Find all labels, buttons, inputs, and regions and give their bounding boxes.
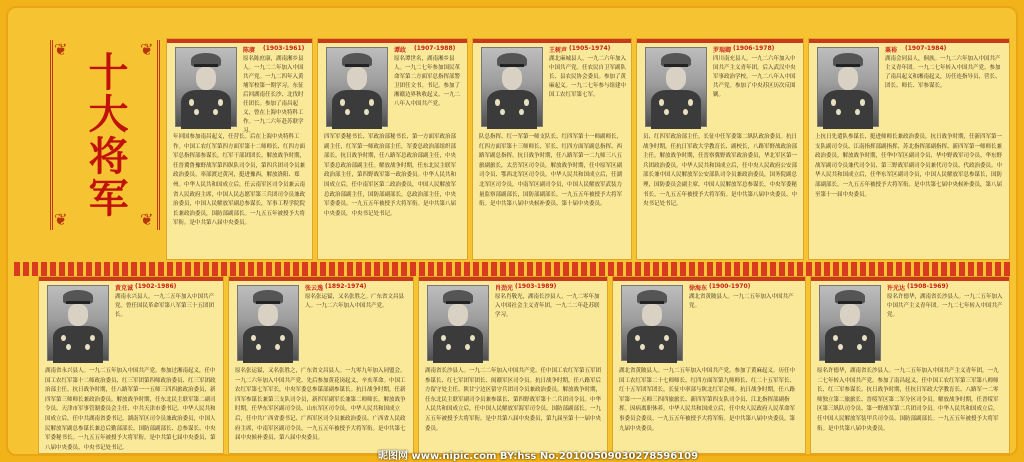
general-intro: 原名谭世名，湖南湘乡县人。一九二七年参加国民革命军第二方面军总指挥部警卫团任文书。书记。参加了湘赣边界秋收起义。一九二八年入中国共产党。 [394, 56, 461, 107]
scroll-ornament-icon: ❦ [54, 210, 68, 229]
general-biography: 原名许德华，湖南省长沙县人。一九二五年加入中国共产主义青年团，一九二七年转入中国共产党。参加了南昌起义。任中国工农红军第三军第八师师长、红三军参谋长。抗日战争时期，任抗日军政大学教育长、八路军一二零师独立第二旅旅长、晋绥军区第二军分区司令员。解放战争时期，任晋绥军区第三纵队司令员、第一野战军第二兵团司令员。中华人民共和国成立后，任中国人民解放军装甲兵司令员、国防部副部长。一九五五年被授予大将军衔。是中共第八届中央委员。 [817, 368, 999, 432]
general-biography: 员、红四军政治部主任。长征中任军委第二纵队政治委员。抗日战争时期，任抗日军政大学教育长、副校长，八路军野战政治部主任。解放战争时期，任晋察冀野战军政治委员，华北军区第一兵团政治委员。中华人民共和国成立后，任中央人民政府公安部部长兼中国人民解放军公安部队司令员兼政治委员，国务院副总理，国防委员会副主席，中国人民解放军总参谋长，中央军委秘书长。一九五五年被授予大将军衔。是中共第八届中央委员、中央书记处书记。 [643, 134, 798, 208]
general-biography: 队总指挥、红一军第一师支队长、红四军第十一师副师长，红四方面军第十三师师长、军长、红四方面军副总指挥、西路军副总指挥。抗日战争时期，任八路军第一二九师三八五旅副旅长，太岳军区司令员。解放战争时期，任中原军区副司令员、鄂西北军区司令员。中华人民共和国成立后，任湖北军区司令员，中南军区副司令员，中国人民解放军武装力量监察部副部长，国防部副部长。一九五五年被授予大将军衔。是中共第八届中央候补委员、第十届中央委员。 [479, 134, 623, 208]
general-biography: 四军军委秘书长、军政治部秘书长、第一方面军政治部副主任，红军第一师政治部主任，军委总政治部组织部部长。抗日战争时期，任八路军总政治部副主任，中央军委总政治部副主任。解放战争时期，任东北民主联军政治部主任，第四野战军第一政治委员。中华人民共和国成立后，任中南军区第二政治委员，中国人民解放军总政治部副主任，国防部副部长，总政治部主任，中央军委委员。一九五五年被授予大将军衔。是中共第八届中央委员，中央书记处书记。 [324, 134, 457, 217]
general-name: 罗瑞卿 [713, 47, 732, 54]
general-years: (1908-1969) [907, 283, 949, 290]
general-years: (1902-1986) [135, 283, 177, 290]
portrait-photo [326, 47, 388, 127]
general-card [636, 38, 804, 260]
general-intro: 湖北省黄陂县人。一九二五年加入中国共产党。 [689, 294, 794, 309]
watermark-text: 昵图网 www.nipic.com BY:hss No.20100509030278596109 [378, 451, 699, 462]
general-intro: 原名陈庶康，湖南湘乡县人。一九二二年加入中国共产党。一九二四年入黄埔军校第一期学习。东征后回湖南任长沙、北伐时任团长。参加了南昌起义，曾在上海中央特科工作。一九二六年赴苏联学习。 [243, 56, 304, 134]
general-biography: 原名张运镒，又名张胜之，广东省文昌县人。一九零九年加入同盟会。一九二六年加入中国共产党。先后参加黄花岗起义、辛亥革命。中国工农红军第七军军长，中央军委总参谋部副参谋长。抗日战争时期，任新四军参谋长兼第三支队司令员，新四军副军长兼第二师师长。解放战争时期，任华东军区副司令员、山东军区司令员。中华人民共和国成立后，任中共广西省委书记、广西军区司令员兼政治委员、广西省人民政府主席，中南军区副司令员。一九五五年被授予大将军衔。是中共第七届中央候补委员、第八届中央委员。 [235, 368, 406, 442]
general-years: (1907-1984) [905, 45, 947, 52]
general-years: (1900-1970) [709, 283, 751, 290]
general-intro: 湖北麻城县人。一九二六年加入中国共产党。任农民自卫军副队长、县农民协会委员。参加了黄麻起义。一九二七年参与组建中国工农红军第七军。 [549, 56, 627, 98]
portrait-photo [427, 285, 489, 361]
general-years: (1903-1961) [263, 45, 305, 52]
general-intro: 原名许德华，湖南省长沙县人。一九二五年加入中国共产主义青年团。一九二七年转入中国共产党。 [887, 294, 1003, 318]
portrait-photo [819, 285, 881, 361]
general-intro: 四川南充县人。一九二六年加入中国共产主义青年团，后入武汉中央军事政治学校。一九二八年入中国共产党。参加了中央苏区历次反围剿。 [713, 56, 796, 98]
portrait-photo [237, 285, 299, 361]
general-card [38, 276, 224, 454]
general-biography: 湖南省长沙县人。一九二二年加入中国共产党。任中国工农红军第五军团参谋长、红七军团军团长、闽赣军区司令员。抗日战争时期，任八路军后方留守处主任、陕甘宁边区留守兵团司令员兼政治委员。解放战争时期，任东北民主联军副司令员兼参谋长、第四野战军第十二兵团司令员。中华人民共和国成立后，任中国人民解放军海军司令员、国防部副部长。一九五五年被授予大将军衔。是中共第八届中央委员，第九届至第十一届中央委员。 [425, 368, 602, 432]
general-card [472, 38, 632, 260]
general-card [612, 276, 806, 454]
general-card [228, 276, 414, 454]
portrait-photo [175, 47, 237, 127]
scroll-ornament-icon: ❦ [54, 40, 68, 59]
general-card [166, 38, 313, 260]
portrait-photo [47, 285, 109, 361]
general-years: (1905-1974) [569, 45, 611, 52]
general-name: 徐海东 [689, 285, 708, 292]
page-title: 十大将军 [82, 51, 129, 219]
general-name: 张云逸 [305, 285, 324, 292]
general-name: 许光达 [887, 285, 906, 292]
general-years: (1906-1978) [733, 45, 775, 52]
general-intro: 原名肖敬光，湖南长沙县人。一九二零年加入中国社会主义青年团。一九二二年赴苏联学习。 [495, 294, 600, 318]
portrait-photo [645, 47, 707, 127]
general-name: 王树声 [549, 47, 568, 54]
general-biography: 年回国参加南昌起义，任营长。后在上海中央特科工作。中国工农红军第四方面军第十二师师长、红四方面军总指挥部参谋长，红军干部团团长。解放战争时期，任晋冀鲁豫野战军第四纵队司令员，第四兵团司令员兼政治委员。率部渡过黄河，挺进豫西，解放洛阳、郑州。中华人民共和国成立后，任云南军区司令员兼云南省人民政府主席，中国人民志愿军第三兵团司令员兼政治委员，中国人民解放军副总参谋长，军事工程学院院长兼政治委员，国防部副部长。一九五五年被授予大将军衔。是中共第八届中央委员。 [173, 134, 306, 227]
portrait-photo [481, 47, 543, 127]
general-biography: 湖南省永兴县人。一九二五年加入中国共产党。参加过湘南起义，任中国工农红军第十二师政治委员、红三军团第四师政治委员、红三军团政治部主任。抗日战争时期，任八路军第一一五师三四四旅政治委员、新四军第三师师长兼政治委员。解放战争时期，任东北民主联军第二副司令员、天津市军事管制委员会主任、中共天津市委书记。中华人民共和国成立后，任中共湖南省委书记、湖南军区司令员兼政治委员，中国人民解放军副总参谋长兼总后勤部部长、国防部副部长、总参谋长、中央军委秘书长。一九五五年被授予大将军衔。是中共第七届中央委员、第八届中央委员、中央书记处书记。 [45, 368, 216, 451]
portrait-photo [817, 47, 879, 127]
general-intro: 湖南永兴县人。一九二五年加入中国共产党。曾任国民革命军第八军第三十五团团长。 [115, 294, 215, 318]
general-card [418, 276, 608, 454]
general-name: 肖劲光 [495, 285, 514, 292]
scroll-ornament-icon: ❦ [140, 210, 154, 229]
general-biography: 上抗日先遣队参谋长、挺进师师长兼政治委员。抗日战争时期，任新四军第一支队副司令员、江南指挥部副指挥、苏北指挥部副指挥、新四军第一师师长兼政治委员。解放战争时期，任华中军区副司令员、华中野战军司令员、华东野战军副司令员兼代司令员、第三野战军副司令员兼代司令员、代政治委员。中华人民共和国成立后，任华东军区副司令员，中国人民解放军总参谋长，国防部副部长。一九五五年被授予大将军衔。是中共第七届中央候补委员，第八届至第十一届中央委员。 [815, 134, 1003, 198]
general-years: (1892-1974) [325, 283, 367, 290]
general-name: 谭政 [394, 47, 407, 54]
general-years: (1907-1988) [414, 45, 456, 52]
general-name: 陈赓 [243, 47, 256, 54]
general-card [808, 38, 1010, 260]
general-card [317, 38, 468, 260]
general-card [810, 276, 1010, 454]
general-years: (1903-1989) [515, 283, 557, 290]
portrait-photo [621, 285, 683, 361]
general-intro: 原名张运镒，又名张胜之。广东省文昌县人。一九二六年加入中国共产党。 [305, 294, 405, 309]
general-name: 黄克诚 [115, 285, 134, 292]
general-biography: 湖北省黄陂县人。一九二五年加入中国共产党。参加了黄麻起义。历任中国工农红军第二十七师师长、红四方面军第九师师长、红二十五军军长、红十五军团军团长。长征中率部与陕北红军会师。抗日战争时期，任八路军第一一五师三四四旅旅长、新四军第四支队司令员、江北指挥部副指挥。因病离职休养。中华人民共和国成立后，任中央人民政府人民革命军事委员会委员。一九五五年被授予大将军衔。是中共第八届中央委员，第九届中央委员。 [619, 368, 796, 432]
scroll-ornament-icon: ❦ [140, 40, 154, 59]
ribbon-divider [14, 262, 1010, 276]
general-intro: 湖南会同县人，侗族。一九二六年加入中国共产主义青年团。一九二七年转入中国共产党。参加了南昌起义和湘南起义，历任连指导员、营长、团长、师长、军参谋长。 [885, 56, 1001, 89]
general-name: 粟裕 [885, 47, 898, 54]
